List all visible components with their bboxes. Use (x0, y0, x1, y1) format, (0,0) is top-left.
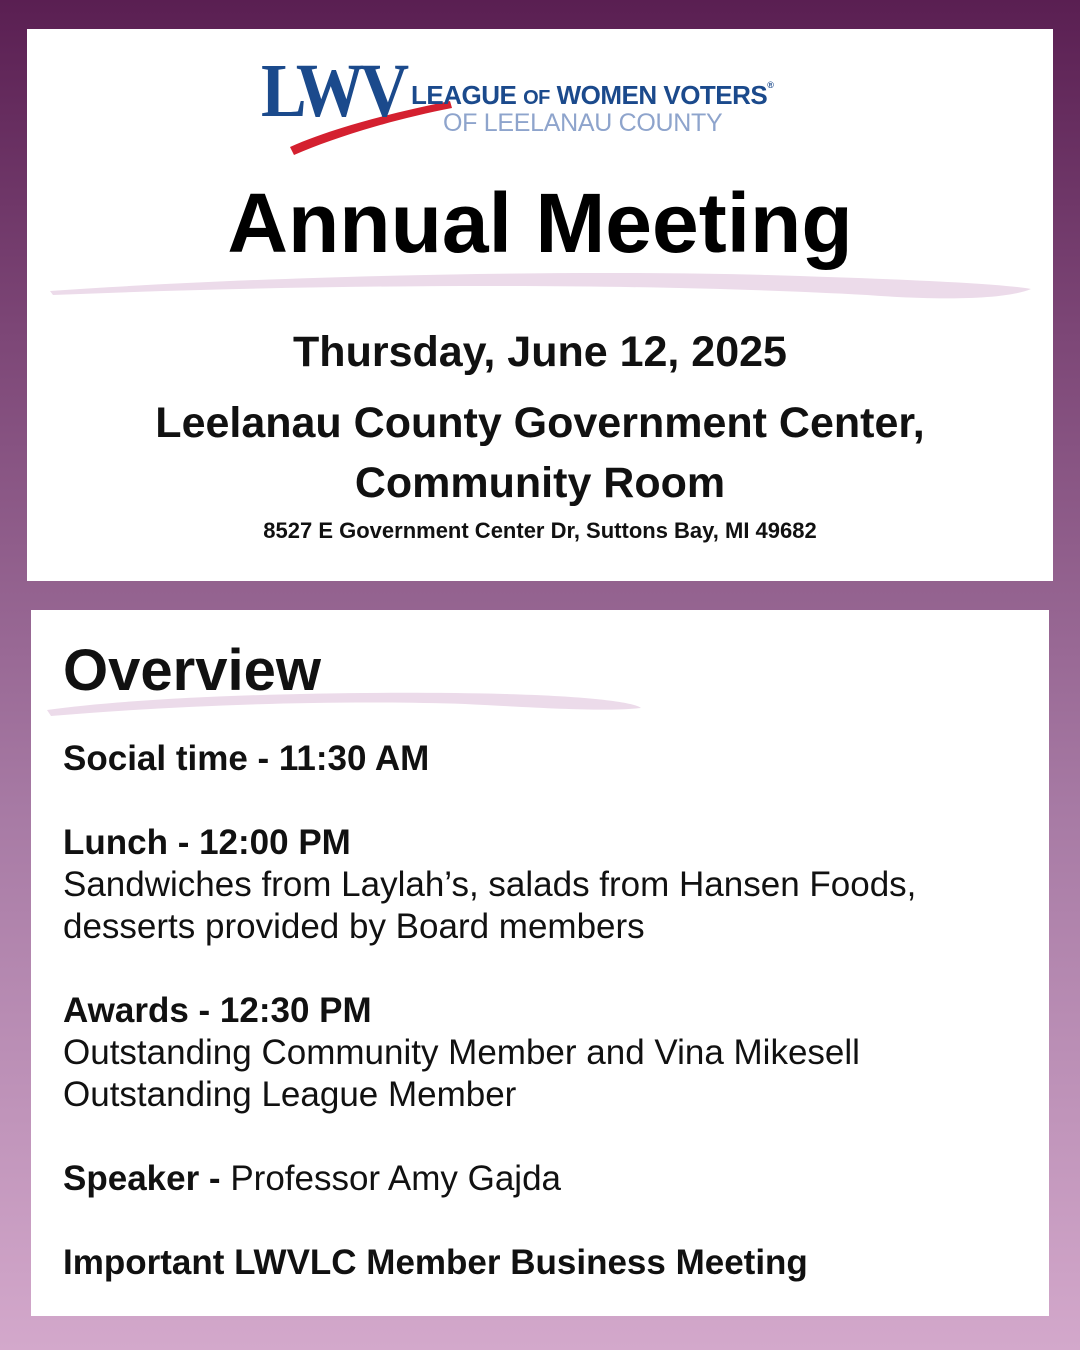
event-date: Thursday, June 12, 2025 (293, 328, 787, 376)
agenda-label: Social time - 11:30 AM (63, 739, 430, 778)
logo-org-name (411, 80, 773, 111)
registered-mark: ® (767, 80, 774, 90)
venue-line-2: Community Room (354, 459, 726, 507)
agenda-detail: Outstanding Community Member and Vina Mikesell Outstanding League Member (63, 1033, 860, 1114)
agenda-detail: Professor Amy Gajda (230, 1159, 562, 1198)
logo-chapter-name: OF LEELANAU COUNTY (443, 109, 723, 137)
event-header-card (27, 29, 1053, 581)
agenda-label: Important LWVLC Member Business Meeting (63, 1243, 808, 1282)
logo-mark: LWV (261, 49, 405, 133)
agenda-item-speaker (63, 1158, 1023, 1200)
agenda-item-awards (63, 990, 1023, 1116)
overview-card (31, 610, 1049, 1316)
agenda-item-social (63, 738, 1023, 780)
event-address: 8527 E Government Center Dr, Suttons Bay, MI 49682 (263, 518, 817, 543)
title-underline-swash (47, 267, 1037, 307)
event-venue (27, 393, 1053, 513)
agenda-label: Speaker - (63, 1159, 231, 1198)
agenda-label: Lunch - 12:00 PM (63, 823, 351, 862)
agenda-item-business-meeting (63, 1242, 1023, 1284)
logo-word-league: LEAGUE (411, 80, 517, 110)
agenda-detail: Sandwiches from Laylah’s, salads from Hansen Foods, desserts provided by Board members (63, 865, 917, 946)
agenda-list (63, 738, 1023, 1284)
agenda-label: Awards - 12:30 PM (63, 991, 372, 1030)
overview-heading: Overview (63, 638, 321, 703)
logo-word-women-voters: WOMEN VOTERS (556, 80, 768, 110)
lwv-logo (260, 51, 830, 163)
agenda-item-lunch (63, 822, 1023, 948)
venue-line-1: Leelanau County Government Center, (155, 399, 925, 447)
logo-word-of: OF (523, 87, 550, 109)
page-title: Annual Meeting (227, 176, 853, 270)
